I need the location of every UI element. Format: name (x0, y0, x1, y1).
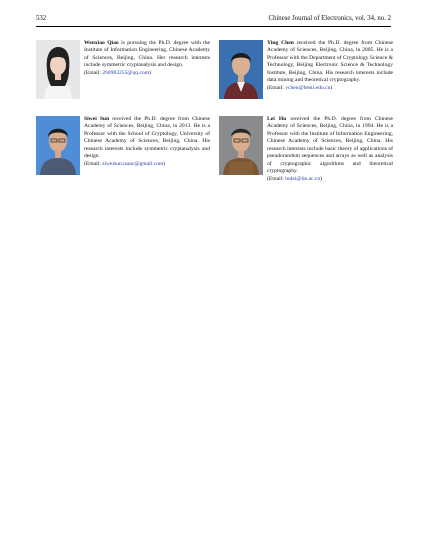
author-photo (36, 116, 80, 175)
author-bio-ying-chen: Ying Chen received the Ph.D. degree from Chinese Academy of Sciences, Beijing, China, in 2005. He is a Professor with the Department of Cryptology Science & Technology, Beijing Electronic Science & Technology Institute, Beijing, China. His research interests include data mining and theoretical cryptography. (Email: ychen@besti.edu.cn) (219, 40, 393, 100)
author-name: Siwei Sun (84, 116, 110, 122)
author-photo (219, 116, 263, 175)
running-header (36, 12, 391, 27)
author-bio-lei-hu: Lei Hu received the Ph.D. degree from Chinese Academy of Sciences, Beijing, China, in 1994. He is a Professor with the Institute of Information Engineering, Chinese Academy of Sciences, Beijing, China. His research interests include basic theory of applications of pseudorandom sequences and arrays as well as analysis of cryptographic algorithms and theoretical cryptography. (Email: hulei@iie.ac.cn) (219, 116, 393, 183)
author-photo (219, 40, 263, 99)
author-email-link[interactable]: 260983255@qq.com (102, 69, 150, 76)
author-bio-siwei-sun: Siwei Sun received the Ph.D. degree from Chinese Academy of Sciences, Beijing, China, in 2013. He is a Professor with the School of Cryptology, University of Chinese Academy of Sciences, Beijing, China. His research interests include symmetric cryptanalysis and design. (Email: siweisun.isaac@gmail.com) (36, 116, 210, 183)
bio-text: is pursuing the Ph.D. degree with the Institute of Information Engineering, Chinese Academy of Sciences, Beijing, China. Her research interests include symmetric cryptanalysis and design. (84, 40, 210, 69)
author-name: Ying Chen (267, 40, 294, 46)
author-email-link[interactable]: siweisun.isaac@gmail.com (102, 160, 164, 167)
author-name: Lei Hu (267, 116, 287, 122)
author-photo (36, 40, 80, 99)
bio-text: received the Ph.D. degree from Chinese Academy of Sciences, Beijing, China, in 2013. He is a Professor with the School of Cryptology, University of Chinese Academy of Sciences, Beijing, China. His research interests include symmetric cryptanalysis and design. (84, 116, 210, 160)
author-name: Wenxiao Qiao (84, 40, 119, 46)
page-number: 532 (36, 15, 47, 22)
journal-citation: Chinese Journal of Electronics, vol. 34, no. 2 (268, 15, 391, 22)
author-email-link[interactable]: hulei@iie.ac.cn (285, 175, 321, 182)
author-email-link[interactable]: ychen@besti.edu.cn (285, 84, 331, 91)
bio-text: received the Ph.D. degree from Chinese Academy of Sciences, Beijing, China, in 2005. He is a Professor with the Department of Cryptology Science & Technology, Beijing Electronic Science & Technology Institute, Beijing, China. His research interests include data mining and theoretical cryptography. (267, 40, 393, 84)
bio-text: received the Ph.D. degree from Chinese Academy of Sciences, Beijing, China, in 1994. He is a Professor with the Institute of Information Engineering, Chinese Academy of Sciences, Beijing, China. His research interests include basic theory of applications of pseudorandom sequences and arrays as well as analysis of cryptographic algorithms and theoretical cryptography. (267, 116, 393, 175)
author-bio-wenxiao-qiao: Wenxiao Qiao is pursuing the Ph.D. degree with the Institute of Information Engineering, Chinese Academy of Sciences, Beijing, China. Her research interests include symmetric cryptanalysis and design. (Email: 260983255@qq.com) (36, 40, 210, 100)
